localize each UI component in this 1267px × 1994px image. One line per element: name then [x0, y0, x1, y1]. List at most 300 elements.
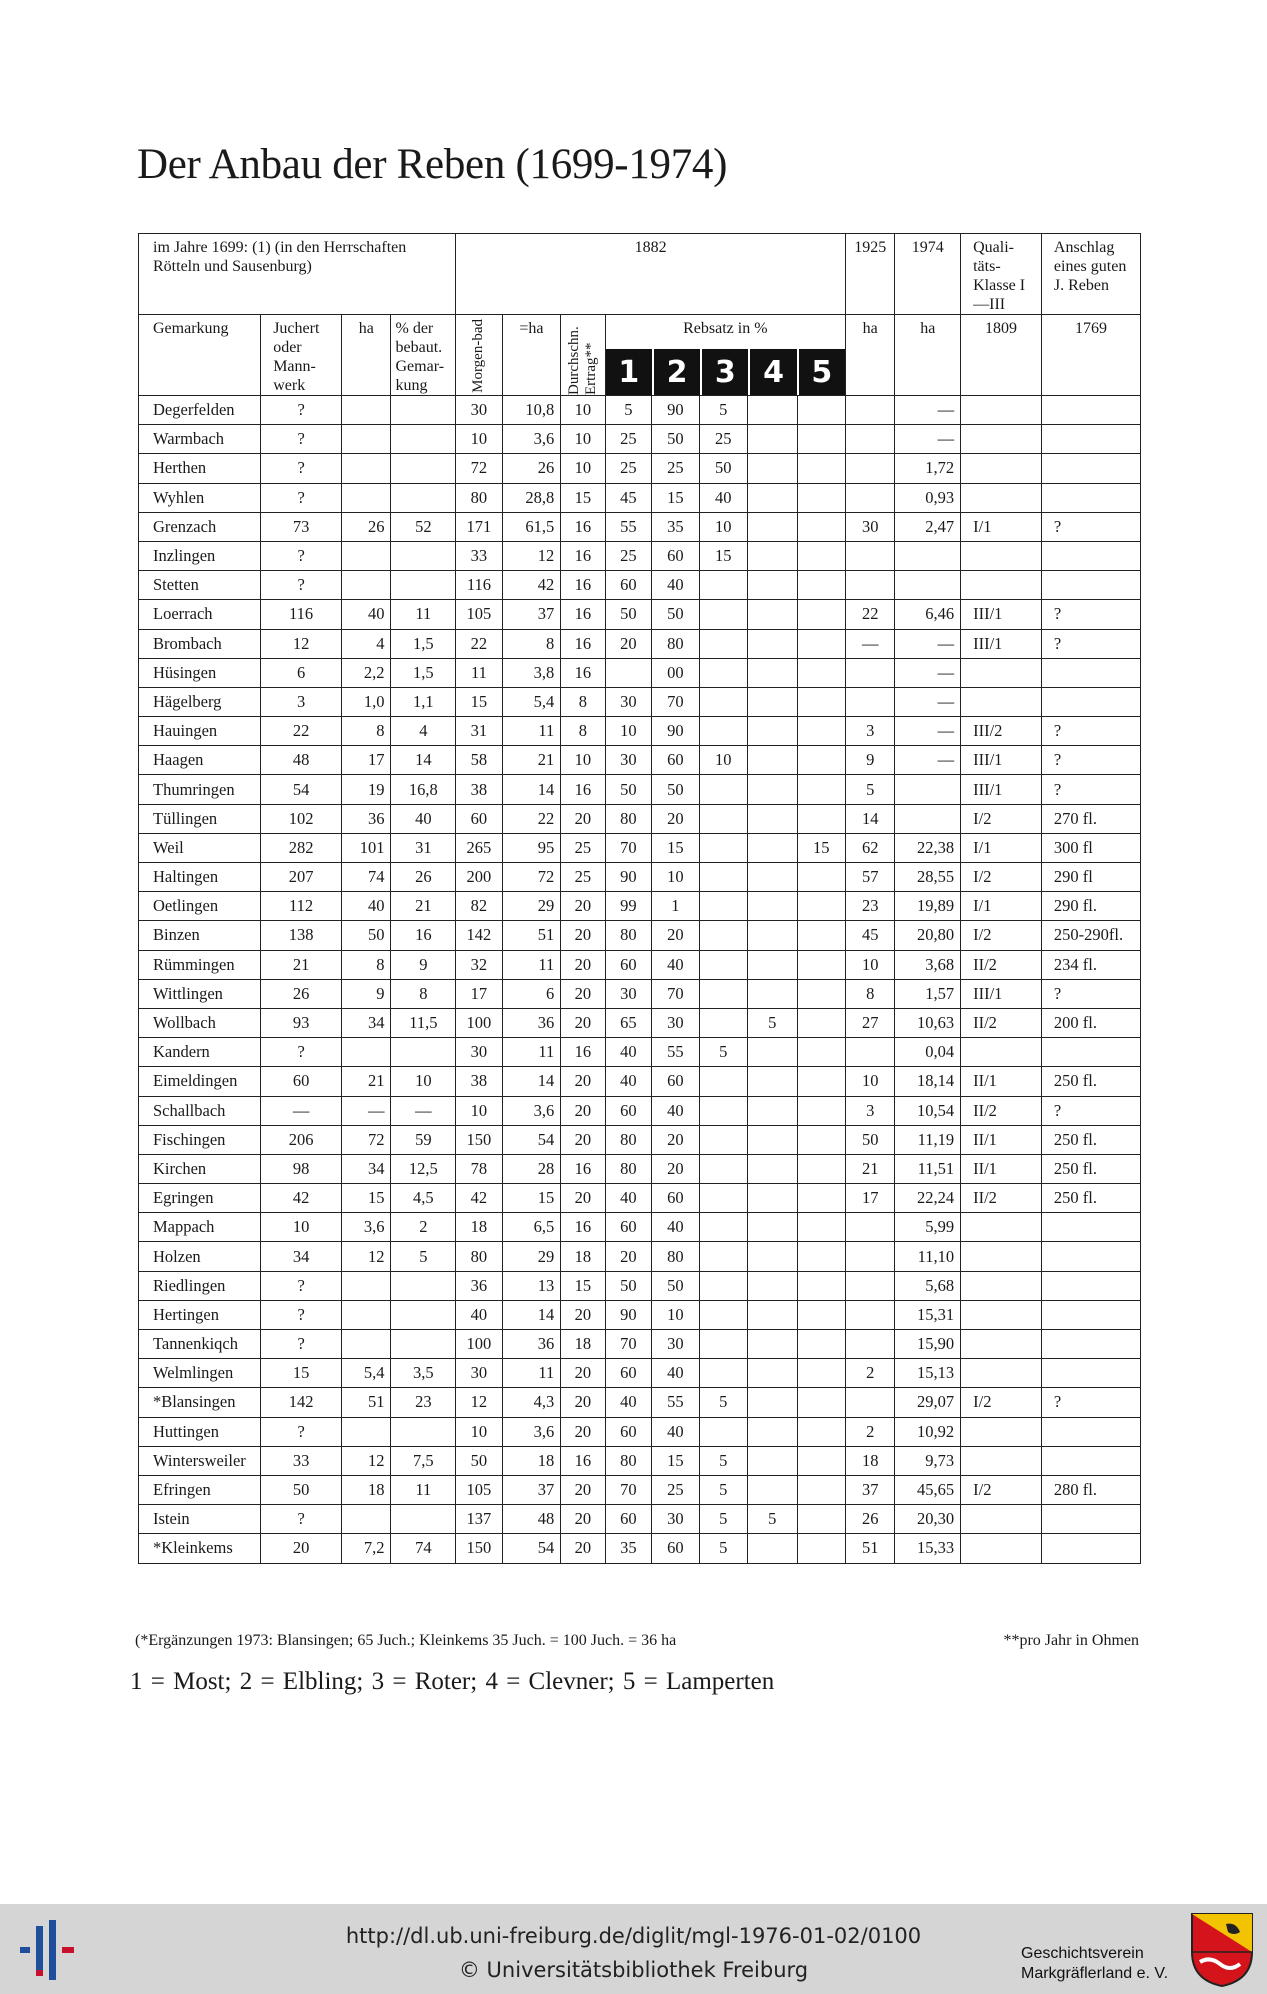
cell-class-1809: I/1 — [961, 512, 1042, 541]
cell-rebsatz-5 — [797, 1475, 845, 1504]
cell-ertrag: 16 — [561, 512, 605, 541]
cell-ha-1974: 1,72 — [895, 454, 961, 483]
footnote-additions: (*Ergänzungen 1973: Blansingen; 65 Juch.; Kleinkems 35 Juch. = 100 Juch. = 36 ha — [135, 1632, 677, 1649]
table-row — [139, 600, 1141, 629]
cell-pct-bebaut: 3,5 — [391, 1359, 456, 1388]
cell-ha-1925 — [845, 454, 894, 483]
cell-anschlag-1769: ? — [1041, 1388, 1140, 1417]
cell-anschlag-1769: ? — [1041, 512, 1140, 541]
cell-gemarkung: *Blansingen — [139, 1388, 261, 1417]
cell-juchert: 112 — [261, 892, 342, 921]
cell-ertrag: 20 — [561, 1184, 605, 1213]
cell-ha-1925 — [845, 396, 894, 425]
cell-anschlag-1769: ? — [1041, 979, 1140, 1008]
cell-rebsatz-1: 30 — [605, 746, 651, 775]
cell-juchert: ? — [261, 396, 342, 425]
cell-rebsatz-2: 20 — [652, 1154, 699, 1183]
cell-gemarkung: Weil — [139, 833, 261, 862]
cell-rebsatz-4 — [748, 1125, 797, 1154]
cell-ha-1699: 1,0 — [342, 687, 391, 716]
cell-morgenbad: 50 — [456, 1446, 502, 1475]
cell-anschlag-1769 — [1041, 1242, 1140, 1271]
cell-pct-bebaut: 14 — [391, 746, 456, 775]
cell-rebsatz-4: 5 — [748, 1505, 797, 1534]
cell-ertrag: 20 — [561, 921, 605, 950]
cell-morgenbad: 30 — [456, 396, 502, 425]
cell-ha-1699 — [342, 1038, 391, 1067]
cell-rebsatz-2: 15 — [652, 483, 699, 512]
cell-class-1809: I/2 — [961, 863, 1042, 892]
cell-rebsatz-2: 60 — [652, 746, 699, 775]
cell-rebsatz-4 — [748, 1038, 797, 1067]
cell-ertrag: 16 — [561, 1154, 605, 1183]
cell-ha-1699: 26 — [342, 512, 391, 541]
cell-ertrag: 20 — [561, 804, 605, 833]
cell-rebsatz-2: 20 — [652, 1125, 699, 1154]
cell-rebsatz-2: 35 — [652, 512, 699, 541]
cell-rebsatz-4 — [748, 1359, 797, 1388]
cell-rebsatz-4 — [748, 921, 797, 950]
cell-eq-ha: 4,3 — [502, 1388, 561, 1417]
cell-rebsatz-1: 70 — [605, 1475, 651, 1504]
cell-ha-1925: 37 — [845, 1475, 894, 1504]
cell-class-1809: II/1 — [961, 1067, 1042, 1096]
table-row — [139, 1505, 1141, 1534]
cell-ertrag: 20 — [561, 1475, 605, 1504]
cell-ha-1699: 51 — [342, 1388, 391, 1417]
cell-ha-1925: 3 — [845, 1096, 894, 1125]
cell-rebsatz-2: 55 — [652, 1038, 699, 1067]
cell-rebsatz-2: 70 — [652, 979, 699, 1008]
cell-ha-1699 — [342, 483, 391, 512]
cell-gemarkung: Wollbach — [139, 1008, 261, 1037]
cell-juchert: 207 — [261, 863, 342, 892]
cell-rebsatz-3 — [699, 1359, 747, 1388]
cell-class-1809 — [961, 571, 1042, 600]
cell-ertrag: 20 — [561, 1300, 605, 1329]
cell-rebsatz-4 — [748, 1417, 797, 1446]
cell-rebsatz-2: 10 — [652, 863, 699, 892]
cell-ha-1699: 34 — [342, 1154, 391, 1183]
cell-pct-bebaut: 16,8 — [391, 775, 456, 804]
variety-digit-2: 2 — [652, 349, 700, 395]
cell-gemarkung: Binzen — [139, 921, 261, 950]
cell-ha-1699: 8 — [342, 717, 391, 746]
cell-pct-bebaut: 23 — [391, 1388, 456, 1417]
cell-anschlag-1769: 290 fl — [1041, 863, 1140, 892]
society-name-line1: Geschichtsverein — [1021, 1945, 1144, 1962]
table-row — [139, 1184, 1141, 1213]
grape-variety-digits — [606, 349, 845, 395]
cell-gemarkung: Mappach — [139, 1213, 261, 1242]
cell-rebsatz-4 — [748, 950, 797, 979]
cell-rebsatz-5 — [797, 1213, 845, 1242]
cell-ertrag: 16 — [561, 600, 605, 629]
coat-of-arms-icon — [1190, 1912, 1254, 1988]
rebsatz-label: Rebsatz in % — [683, 320, 768, 337]
cell-rebsatz-3: 5 — [699, 1446, 747, 1475]
cell-gemarkung: Degerfelden — [139, 396, 261, 425]
cell-rebsatz-3 — [699, 629, 747, 658]
cell-rebsatz-3 — [699, 687, 747, 716]
cell-rebsatz-5 — [797, 396, 845, 425]
cell-ha-1699: 40 — [342, 892, 391, 921]
cell-ertrag: 15 — [561, 483, 605, 512]
footer-url-link[interactable]: http://dl.ub.uni-freiburg.de/diglit/mgl-1976-01-02/0100 — [345, 1924, 922, 1948]
cell-juchert: ? — [261, 425, 342, 454]
cell-class-1809: I/2 — [961, 921, 1042, 950]
table-row — [139, 950, 1141, 979]
cell-class-1809 — [961, 454, 1042, 483]
table-row — [139, 833, 1141, 862]
cell-class-1809: II/2 — [961, 1008, 1042, 1037]
cell-pct-bebaut: 7,5 — [391, 1446, 456, 1475]
cell-rebsatz-5 — [797, 1446, 845, 1475]
cell-rebsatz-5 — [797, 1359, 845, 1388]
table-row — [139, 512, 1141, 541]
cell-anschlag-1769 — [1041, 1038, 1140, 1067]
cell-rebsatz-3 — [699, 775, 747, 804]
cell-rebsatz-2: 30 — [652, 1008, 699, 1037]
cell-anschlag-1769 — [1041, 1505, 1140, 1534]
variety-digit-3: 3 — [700, 349, 748, 395]
cell-rebsatz-2: 30 — [652, 1330, 699, 1359]
cell-class-1809 — [961, 1446, 1042, 1475]
table-row — [139, 396, 1141, 425]
cell-rebsatz-4 — [748, 804, 797, 833]
table-row — [139, 1475, 1141, 1504]
cell-gemarkung: Tannenkiqch — [139, 1330, 261, 1359]
cell-ha-1925: 10 — [845, 950, 894, 979]
cell-rebsatz-4 — [748, 1300, 797, 1329]
cell-rebsatz-3 — [699, 717, 747, 746]
cell-pct-bebaut: 11 — [391, 1475, 456, 1504]
cell-rebsatz-5 — [797, 746, 845, 775]
cell-rebsatz-3 — [699, 921, 747, 950]
cell-pct-bebaut: 11 — [391, 600, 456, 629]
table-row — [139, 746, 1141, 775]
cell-pct-bebaut: 40 — [391, 804, 456, 833]
cell-ertrag: 18 — [561, 1330, 605, 1359]
cell-rebsatz-1: 20 — [605, 1242, 651, 1271]
cell-ha-1974: — — [895, 717, 961, 746]
cell-class-1809 — [961, 1242, 1042, 1271]
cell-rebsatz-4 — [748, 717, 797, 746]
cell-anschlag-1769 — [1041, 396, 1140, 425]
cell-ha-1925: 51 — [845, 1534, 894, 1563]
cell-eq-ha: 11 — [502, 950, 561, 979]
cell-rebsatz-2: 60 — [652, 1067, 699, 1096]
cell-ha-1699: 2,2 — [342, 658, 391, 687]
cell-rebsatz-1: 80 — [605, 1446, 651, 1475]
cell-eq-ha: 5,4 — [502, 687, 561, 716]
cell-rebsatz-1: 90 — [605, 863, 651, 892]
cell-anschlag-1769: 250 fl. — [1041, 1154, 1140, 1183]
cell-morgenbad: 32 — [456, 950, 502, 979]
table-row — [139, 1096, 1141, 1125]
cell-ha-1925 — [845, 687, 894, 716]
cell-pct-bebaut — [391, 1505, 456, 1534]
cell-ertrag: 16 — [561, 775, 605, 804]
table-row — [139, 541, 1141, 570]
cell-eq-ha: 6,5 — [502, 1213, 561, 1242]
cell-rebsatz-1: 80 — [605, 1125, 651, 1154]
table-row — [139, 921, 1141, 950]
cell-rebsatz-3: 40 — [699, 483, 747, 512]
cell-rebsatz-4 — [748, 775, 797, 804]
cell-anschlag-1769: 250 fl. — [1041, 1184, 1140, 1213]
cell-ha-1974: 10,63 — [895, 1008, 961, 1037]
cell-juchert: ? — [261, 541, 342, 570]
cell-anschlag-1769: 280 fl. — [1041, 1475, 1140, 1504]
header-quality-class: Quali-täts-Klasse I—III — [961, 234, 1042, 315]
cell-ha-1925: 17 — [845, 1184, 894, 1213]
header-ertrag: Durchschn. Ertrag** — [565, 326, 599, 395]
cell-rebsatz-5 — [797, 775, 845, 804]
table-row — [139, 483, 1141, 512]
cell-ha-1925: 57 — [845, 863, 894, 892]
cell-anschlag-1769 — [1041, 571, 1140, 600]
cell-morgenbad: 33 — [456, 541, 502, 570]
cell-class-1809 — [961, 1534, 1042, 1563]
cell-ha-1699 — [342, 541, 391, 570]
cell-rebsatz-2: 15 — [652, 1446, 699, 1475]
cell-eq-ha: 21 — [502, 746, 561, 775]
cell-rebsatz-4 — [748, 658, 797, 687]
cell-rebsatz-2: 55 — [652, 1388, 699, 1417]
cell-rebsatz-5 — [797, 1125, 845, 1154]
cell-class-1809: III/2 — [961, 717, 1042, 746]
cell-rebsatz-3: 5 — [699, 1505, 747, 1534]
cell-rebsatz-5 — [797, 1038, 845, 1067]
cell-ha-1974: 15,31 — [895, 1300, 961, 1329]
cell-ertrag: 20 — [561, 892, 605, 921]
cell-gemarkung: Rümmingen — [139, 950, 261, 979]
cell-ha-1974: 0,04 — [895, 1038, 961, 1067]
cell-juchert: 15 — [261, 1359, 342, 1388]
cell-ha-1974: 11,19 — [895, 1125, 961, 1154]
cell-juchert: 22 — [261, 717, 342, 746]
cell-rebsatz-2: 40 — [652, 1359, 699, 1388]
cell-ertrag: 8 — [561, 687, 605, 716]
cell-pct-bebaut — [391, 425, 456, 454]
cell-rebsatz-4 — [748, 687, 797, 716]
cell-anschlag-1769: ? — [1041, 775, 1140, 804]
cell-juchert: ? — [261, 483, 342, 512]
cell-ha-1699: 18 — [342, 1475, 391, 1504]
cell-ha-1699 — [342, 425, 391, 454]
cell-anschlag-1769: ? — [1041, 1096, 1140, 1125]
cell-rebsatz-3 — [699, 1067, 747, 1096]
cell-ertrag: 18 — [561, 1242, 605, 1271]
cell-rebsatz-4 — [748, 1067, 797, 1096]
cell-rebsatz-4 — [748, 892, 797, 921]
cell-rebsatz-5 — [797, 483, 845, 512]
cell-eq-ha: 10,8 — [502, 396, 561, 425]
cell-class-1809: III/1 — [961, 629, 1042, 658]
cell-rebsatz-1: 80 — [605, 804, 651, 833]
cell-juchert: ? — [261, 1505, 342, 1534]
cell-rebsatz-1: 50 — [605, 600, 651, 629]
cell-rebsatz-3 — [699, 1213, 747, 1242]
cell-rebsatz-1: 25 — [605, 454, 651, 483]
cell-pct-bebaut: 52 — [391, 512, 456, 541]
cell-anschlag-1769: 234 fl. — [1041, 950, 1140, 979]
cell-rebsatz-1: 45 — [605, 483, 651, 512]
cell-juchert: 138 — [261, 921, 342, 950]
cell-eq-ha: 28 — [502, 1154, 561, 1183]
cell-ertrag: 10 — [561, 425, 605, 454]
cell-ha-1699: 72 — [342, 1125, 391, 1154]
table-row — [139, 571, 1141, 600]
cell-ha-1974: 18,14 — [895, 1067, 961, 1096]
cell-pct-bebaut: 16 — [391, 921, 456, 950]
cell-ha-1925 — [845, 1300, 894, 1329]
cell-rebsatz-2: 50 — [652, 600, 699, 629]
cell-eq-ha: 29 — [502, 892, 561, 921]
cell-morgenbad: 11 — [456, 658, 502, 687]
header-ha: ha — [342, 315, 391, 396]
cell-rebsatz-1: 80 — [605, 1154, 651, 1183]
header-juchert: Juchert oder Mann-werk — [261, 315, 342, 396]
header-rebsatz — [605, 315, 845, 396]
variety-digit-5: 5 — [797, 349, 845, 395]
cell-ha-1925: 27 — [845, 1008, 894, 1037]
cell-morgenbad: 10 — [456, 1096, 502, 1125]
cell-ha-1974 — [895, 804, 961, 833]
cell-eq-ha: 29 — [502, 1242, 561, 1271]
cell-rebsatz-4 — [748, 1242, 797, 1271]
cell-rebsatz-4 — [748, 1213, 797, 1242]
cell-class-1809: II/1 — [961, 1154, 1042, 1183]
table-row — [139, 1359, 1141, 1388]
cell-rebsatz-5 — [797, 454, 845, 483]
table-row — [139, 629, 1141, 658]
cell-rebsatz-4 — [748, 600, 797, 629]
cell-juchert: 42 — [261, 1184, 342, 1213]
cell-ha-1974: 45,65 — [895, 1475, 961, 1504]
cell-rebsatz-5 — [797, 571, 845, 600]
cell-ha-1699 — [342, 1300, 391, 1329]
cell-rebsatz-1: 60 — [605, 1359, 651, 1388]
cell-morgenbad: 265 — [456, 833, 502, 862]
cell-class-1809 — [961, 1300, 1042, 1329]
cell-ha-1925 — [845, 541, 894, 570]
cell-pct-bebaut: 8 — [391, 979, 456, 1008]
cell-juchert: 10 — [261, 1213, 342, 1242]
cell-ha-1699: 50 — [342, 921, 391, 950]
cell-ha-1974: 11,51 — [895, 1154, 961, 1183]
cell-rebsatz-2: 80 — [652, 629, 699, 658]
header-row-top — [139, 234, 1141, 315]
cell-anschlag-1769: 250 fl. — [1041, 1067, 1140, 1096]
cell-rebsatz-5 — [797, 1534, 845, 1563]
cell-class-1809: III/1 — [961, 600, 1042, 629]
header-morgenbad: Morgen-bad — [470, 319, 487, 393]
cell-rebsatz-3 — [699, 1417, 747, 1446]
cell-ha-1699: 19 — [342, 775, 391, 804]
cell-gemarkung: Kandern — [139, 1038, 261, 1067]
cell-eq-ha: 18 — [502, 1446, 561, 1475]
cell-ertrag: 20 — [561, 979, 605, 1008]
cell-ha-1974: 15,90 — [895, 1330, 961, 1359]
cell-pct-bebaut — [391, 1300, 456, 1329]
cell-rebsatz-4 — [748, 1096, 797, 1125]
cell-morgenbad: 116 — [456, 571, 502, 600]
table-row — [139, 979, 1141, 1008]
cell-class-1809: II/2 — [961, 950, 1042, 979]
cell-rebsatz-2: 50 — [652, 775, 699, 804]
cell-rebsatz-1: 5 — [605, 396, 651, 425]
cell-morgenbad: 10 — [456, 1417, 502, 1446]
cell-eq-ha: 14 — [502, 1067, 561, 1096]
cell-ha-1974: — — [895, 396, 961, 425]
cell-morgenbad: 150 — [456, 1534, 502, 1563]
cell-rebsatz-5 — [797, 892, 845, 921]
cell-anschlag-1769: 270 fl. — [1041, 804, 1140, 833]
cell-rebsatz-1: 60 — [605, 1417, 651, 1446]
cell-rebsatz-4 — [748, 454, 797, 483]
cell-ertrag: 16 — [561, 571, 605, 600]
cell-pct-bebaut: 11,5 — [391, 1008, 456, 1037]
cell-ha-1974: — — [895, 425, 961, 454]
cell-gemarkung: Istein — [139, 1505, 261, 1534]
cell-rebsatz-5 — [797, 1330, 845, 1359]
footer-bar — [0, 1904, 1267, 1994]
cell-morgenbad: 142 — [456, 921, 502, 950]
cell-rebsatz-1: 70 — [605, 1330, 651, 1359]
cell-ha-1974: 15,13 — [895, 1359, 961, 1388]
cell-rebsatz-2: 25 — [652, 1475, 699, 1504]
cell-ha-1925: 5 — [845, 775, 894, 804]
cell-class-1809 — [961, 425, 1042, 454]
cell-gemarkung: Hauingen — [139, 717, 261, 746]
cell-ha-1699 — [342, 454, 391, 483]
cell-rebsatz-1: 99 — [605, 892, 651, 921]
cell-anschlag-1769 — [1041, 454, 1140, 483]
grape-legend: 1 = Most; 2 = Elbling; 3 = Roter; 4 = Clevner; 5 = Lamperten — [130, 1668, 775, 1695]
cell-ha-1974: — — [895, 746, 961, 775]
cell-gemarkung: Wyhlen — [139, 483, 261, 512]
cell-ha-1699: 12 — [342, 1242, 391, 1271]
cell-juchert: 20 — [261, 1534, 342, 1563]
cell-eq-ha: 11 — [502, 1359, 561, 1388]
cell-rebsatz-2: 30 — [652, 1505, 699, 1534]
cell-anschlag-1769 — [1041, 1300, 1140, 1329]
cell-rebsatz-3 — [699, 571, 747, 600]
cell-class-1809: III/1 — [961, 775, 1042, 804]
cell-class-1809 — [961, 396, 1042, 425]
cell-juchert: 26 — [261, 979, 342, 1008]
cell-ha-1925: 30 — [845, 512, 894, 541]
cell-ertrag: 20 — [561, 1388, 605, 1417]
cell-class-1809 — [961, 1271, 1042, 1300]
cell-rebsatz-2: 15 — [652, 833, 699, 862]
cell-gemarkung: Kirchen — [139, 1154, 261, 1183]
cell-ha-1925 — [845, 658, 894, 687]
cell-juchert: 54 — [261, 775, 342, 804]
cell-rebsatz-2: 20 — [652, 921, 699, 950]
table-row — [139, 1271, 1141, 1300]
cell-pct-bebaut: — — [391, 1096, 456, 1125]
cell-rebsatz-4 — [748, 425, 797, 454]
cell-pct-bebaut — [391, 1038, 456, 1067]
cell-gemarkung: Inzlingen — [139, 541, 261, 570]
cell-ha-1974: 11,10 — [895, 1242, 961, 1271]
cell-ha-1974: — — [895, 629, 961, 658]
table-row — [139, 1154, 1141, 1183]
cell-rebsatz-4 — [748, 541, 797, 570]
